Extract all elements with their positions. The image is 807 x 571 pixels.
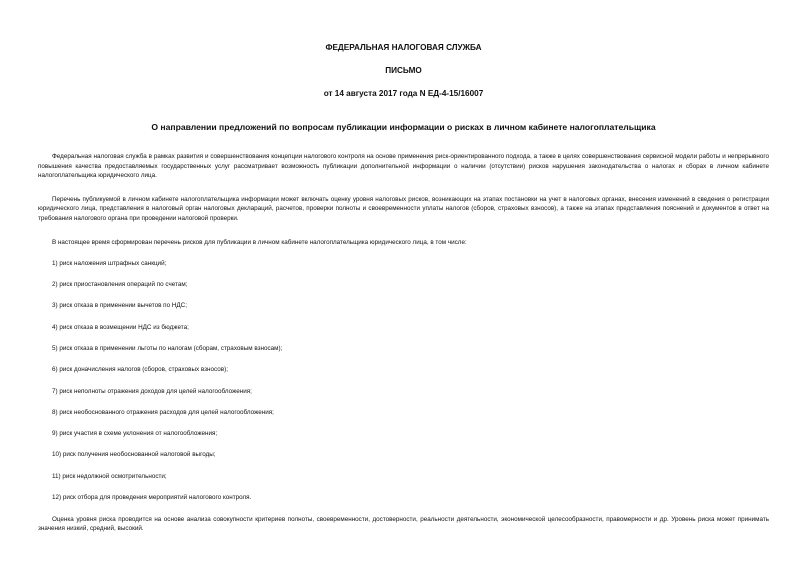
list-item: 4) риск отказа в возмещении НДС из бюджета;	[52, 323, 189, 331]
list-item: 10) риск получения необоснованной налоговой выгоды;	[52, 451, 216, 459]
list-item: 8) риск необоснованного отражения расходов для целей налогообложения;	[52, 408, 274, 416]
paragraph-intro: Федеральная налоговая служба в рамках развития и совершенствования концепции налогового контроля на основе применения риск-ориентированного подхода, а также в целях совершенствования сервисной модели работы и непрерывного повышения качества предоставляемых государственных услуг рассматривает возможность публикации дополнительной информации о наличии (отсутствии) рисков нарушения законодательства о налогах и сборах в личном кабинете налогоплательщика юридического лица.	[38, 153, 769, 180]
list-item: 11) риск недолжной осмотрительности;	[52, 472, 167, 480]
list-item: 7) риск неполноты отражения доходов для целей налогообложения;	[52, 387, 252, 395]
list-item: 9) риск участия в схеме уклонения от налогообложения;	[52, 430, 218, 438]
list-item: 12) риск отбора для проведения мероприятий налогового контроля.	[52, 493, 252, 501]
paragraph-risk-assessment: Оценка уровня риска проводится на основе анализа совокупности критериев полноты, своевременности, достоверности, реальности деятельности, экономической целесообразности, правомерности и др. Уровень риска может принимать значения низкий, средний, высокий.	[38, 515, 769, 533]
list-item: 1) риск наложения штрафных санкций;	[52, 259, 167, 267]
agency-name: ФЕДЕРАЛЬНАЯ НАЛОГОВАЯ СЛУЖБА	[325, 43, 482, 52]
document-type: ПИСЬМО	[385, 66, 422, 75]
document-subject: О направлении предложений по вопросам публикации информации о рисках в личном кабинете налогоплательщика	[151, 122, 656, 132]
risk-list	[38, 259, 769, 503]
list-item: 2) риск приостановления операций по счетам;	[52, 281, 188, 289]
list-item: 3) риск отказа в применении вычетов по НДС;	[52, 302, 187, 310]
list-item: 5) риск отказа в применении льготы по налогам (сборам, страховым взносам);	[52, 344, 283, 352]
document-date-number: от 14 августа 2017 года N ЕД-4-15/16007	[323, 89, 484, 98]
paragraph-published-info: Перечень публикуемой в личном кабинете налогоплательщика информации может включать оценку уровня налоговых рисков, возникающих на этапах постановки на учет в налоговых органах, внесения изменений в сведения о регистрации юридического лица, представления в налоговый орган налоговых деклараций, расчетов, проверки полноты и своевременности уплаты налогов (сборов, страховых взносов), а также на этапах представления пояснений и документов в ответ на требования налогового органа при проведении налоговой проверки.	[38, 195, 769, 222]
paragraph-risk-list-intro: В настоящее время сформирован перечень рисков для публикации в личном кабинете налогоплательщика юридического лица, в том числе:	[52, 238, 467, 246]
list-item: 6) риск доначисления налогов (сборов, страховых взносов);	[52, 366, 228, 374]
